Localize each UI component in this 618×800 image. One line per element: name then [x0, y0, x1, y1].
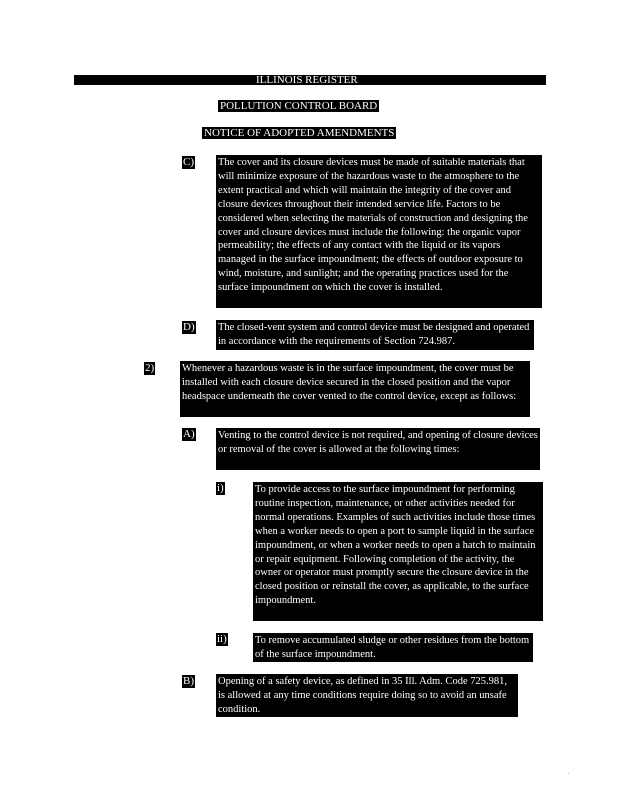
section-b-label: B): [183, 675, 194, 687]
item-i-label: i): [217, 482, 224, 494]
register-title: [256, 74, 358, 86]
section-b-text: Opening of a safety device, as defined in 35 Ill. Adm. Code 725.981, is allowed at any time conditions require doing so to avoid an unsafe condition.: [216, 674, 518, 717]
section-a-label: A): [183, 428, 195, 440]
section-d-text: The closed-vent system and control device must be designed and operated in accordance with the requirements of Section 724.987.: [216, 320, 534, 350]
board-title-text: POLLUTION CONTROL BOARD: [220, 100, 378, 112]
section-a-text: Venting to the control device is not required, and opening of closure devices or removal of the cover is allowed at the following times:: [216, 428, 540, 470]
item-ii-label: ii): [217, 633, 227, 645]
paragraph-2-text: Whenever a hazardous waste is in the surface impoundment, the cover must be installed with each closure device secured in the closed position and the vapor headspace underneath the cover vented to the control device, except as follows:: [180, 361, 530, 417]
notice-title: [202, 127, 396, 139]
scan-mark: ': [568, 771, 570, 780]
paragraph-2-label: 2): [145, 362, 155, 374]
register-title-text: ILLINOIS REGISTER: [256, 74, 358, 86]
item-ii-text: To remove accumulated sludge or other residues from the bottom of the surface impoundment.: [253, 633, 533, 662]
section-c-label: C): [183, 156, 194, 168]
notice-title-text: NOTICE OF ADOPTED AMENDMENTS: [204, 127, 395, 139]
board-title: [218, 100, 379, 112]
item-i-text: To provide access to the surface impoundment for performing routine inspection, maintenance, or other activities needed for normal operations. Examples of such activities include those times when a worker needs to open a port to sample liquid in the surface impoundment, or when a worker needs to open a hatch to maintain or repair equipment. Following completion of the activity, the owner or operator must promptly secure the closure device in the closed position or reinstall the cover, as applicable, to the surface impoundment.: [253, 482, 543, 621]
section-d-label: D): [183, 321, 195, 333]
section-c-text: The cover and its closure devices must be made of suitable materials that will minimize exposure of the hazardous waste to the atmosphere to the extent practical and which will maintain the integrity of the cover and closure devices throughout their intended service life. Factors to be considered when selecting the materials of construction and designing the cover and closure devices must include the following: the organic vapor permeability; the effects of any contact with the liquid or its vapors managed in the surface impoundment; the effects of outdoor exposure to wind, moisture, and sunlight; and the operating practices used for the surface impoundment on which the cover is installed.: [216, 155, 542, 308]
